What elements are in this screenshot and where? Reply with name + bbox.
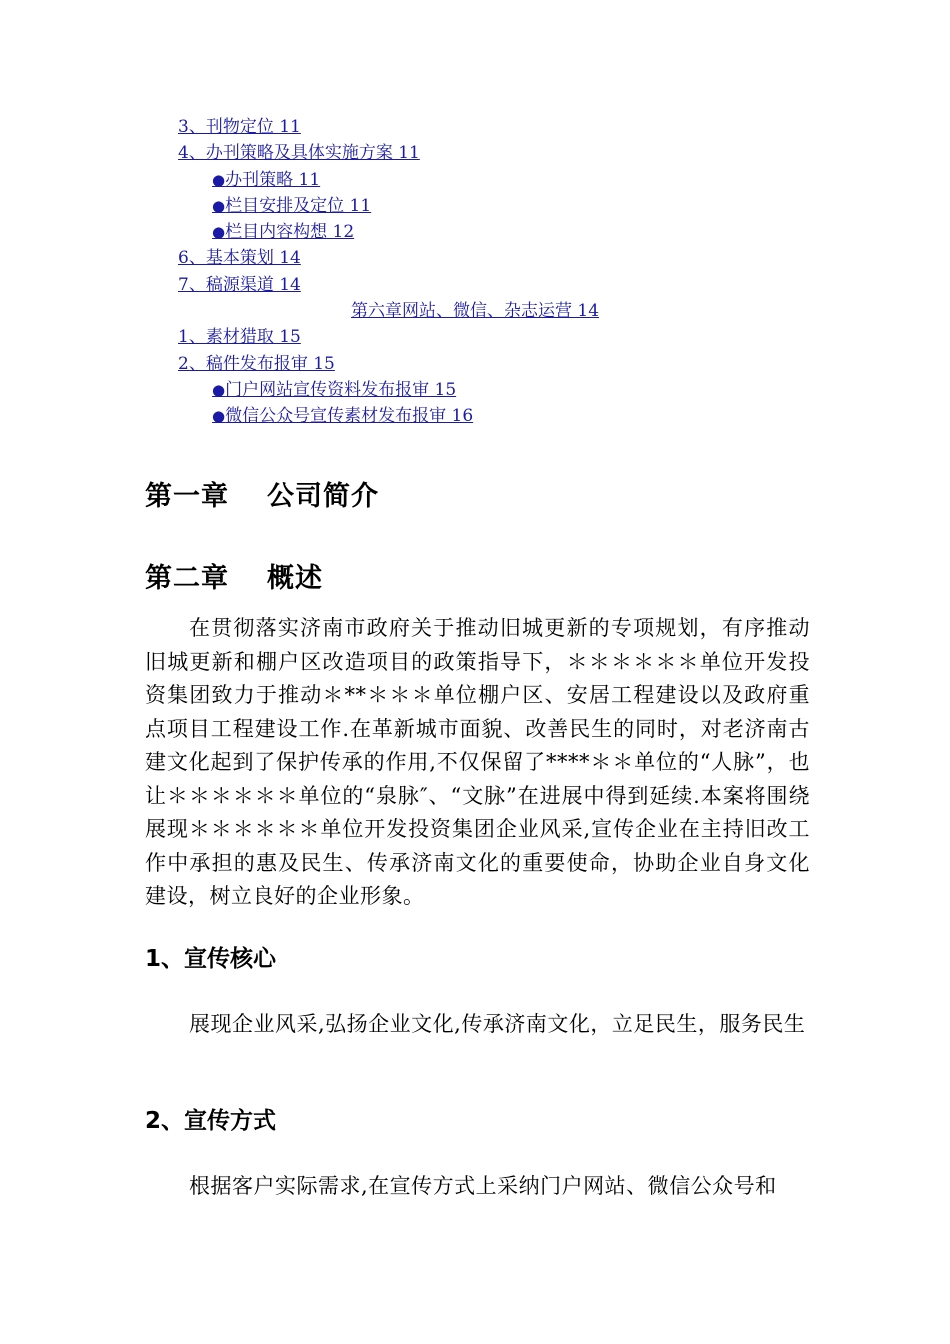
toc-link[interactable]: 7、稿源渠道 14 <box>178 274 301 295</box>
toc-item[interactable] <box>0 324 950 350</box>
section-1-heading: 1、宣传核心 <box>145 946 277 972</box>
toc-item[interactable] <box>0 351 950 377</box>
toc-link-text: 栏目安排及定位 11 <box>225 195 372 216</box>
toc-subitem[interactable] <box>0 377 950 403</box>
toc-link[interactable] <box>212 170 320 190</box>
toc-link-text: 栏目内容构想 12 <box>225 222 355 243</box>
toc-subitem[interactable] <box>0 403 950 429</box>
section-2-heading: 2、宣传方式 <box>145 1108 277 1134</box>
toc-link[interactable]: 1、素材猎取 15 <box>178 327 301 348</box>
toc-link[interactable]: 第六章网站、微信、杂志运营 14 <box>350 301 600 322</box>
toc-link-text: 门户网站宣传资料发布报审 15 <box>225 379 457 400</box>
toc-item[interactable] <box>0 272 950 298</box>
toc-subitem[interactable] <box>0 219 950 245</box>
intro-paragraph: 在贯彻落实济南市政府关于推动旧城更新的专项规划，有序推动旧城更新和棚户区改造项目的政策指导下，＊＊＊＊＊＊单位开发投资集团致力于推动＊**＊＊＊单位棚户区、安居工程建设以及政府重点项目工程建设工作.在革新城市面貌、改善民生的同时，对老济南古建文化起到了保护传承的作用,不仅保留了****＊＊单位的“人脉”，也让＊＊＊＊＊＊单位的“泉脉″、“文脉”在进展中得到延续.本案将围绕展现＊＊＊＊＊＊单位开发投资集团企业风采,宣传企业在主持旧改工作中承担的惠及民生、传承济南文化的重要使命，协助企业自身文化建设，树立良好的企业形象。 <box>145 616 810 908</box>
toc-link-text: 办刊策略 11 <box>225 169 321 190</box>
toc-item[interactable] <box>0 114 950 140</box>
bullet-icon: ● <box>212 380 226 399</box>
toc-link[interactable] <box>212 196 371 216</box>
toc-subitem[interactable] <box>0 167 950 193</box>
chapter-2-heading <box>145 556 323 595</box>
toc-link[interactable] <box>212 380 456 400</box>
section-2-paragraph: 根据客户实际需求,在宣传方式上采纳门户网站、微信公众号和 <box>189 1174 777 1198</box>
toc-link[interactable]: 2、稿件发布报审 15 <box>178 353 335 374</box>
toc-link[interactable]: 3、刊物定位 11 <box>178 117 301 137</box>
toc-chapter-item[interactable] <box>0 298 950 324</box>
bullet-icon: ● <box>212 170 226 189</box>
bullet-icon: ● <box>212 223 226 242</box>
toc-link[interactable] <box>212 406 473 426</box>
toc-link[interactable] <box>212 222 354 242</box>
bullet-icon: ● <box>212 196 226 215</box>
chapter-title: 概述 <box>267 563 323 594</box>
toc-link[interactable]: 6、基本策划 14 <box>178 248 301 269</box>
table-of-contents <box>0 114 950 430</box>
chapter-title: 公司简介 <box>267 481 379 512</box>
toc-link[interactable]: 4、办刊策略及具体实施方案 11 <box>178 143 420 164</box>
toc-link-text: 微信公众号宣传素材发布报审 16 <box>225 406 474 427</box>
toc-item[interactable] <box>0 140 950 166</box>
chapter-number: 第一章 <box>145 481 229 512</box>
section-1-paragraph: 展现企业风采,弘扬企业文化,传承济南文化，立足民生，服务民生 <box>189 1012 806 1036</box>
toc-subitem[interactable] <box>0 193 950 219</box>
chapter-number: 第二章 <box>145 563 229 594</box>
toc-item[interactable] <box>0 245 950 271</box>
bullet-icon: ● <box>212 407 226 426</box>
chapter-1-heading <box>145 474 379 513</box>
